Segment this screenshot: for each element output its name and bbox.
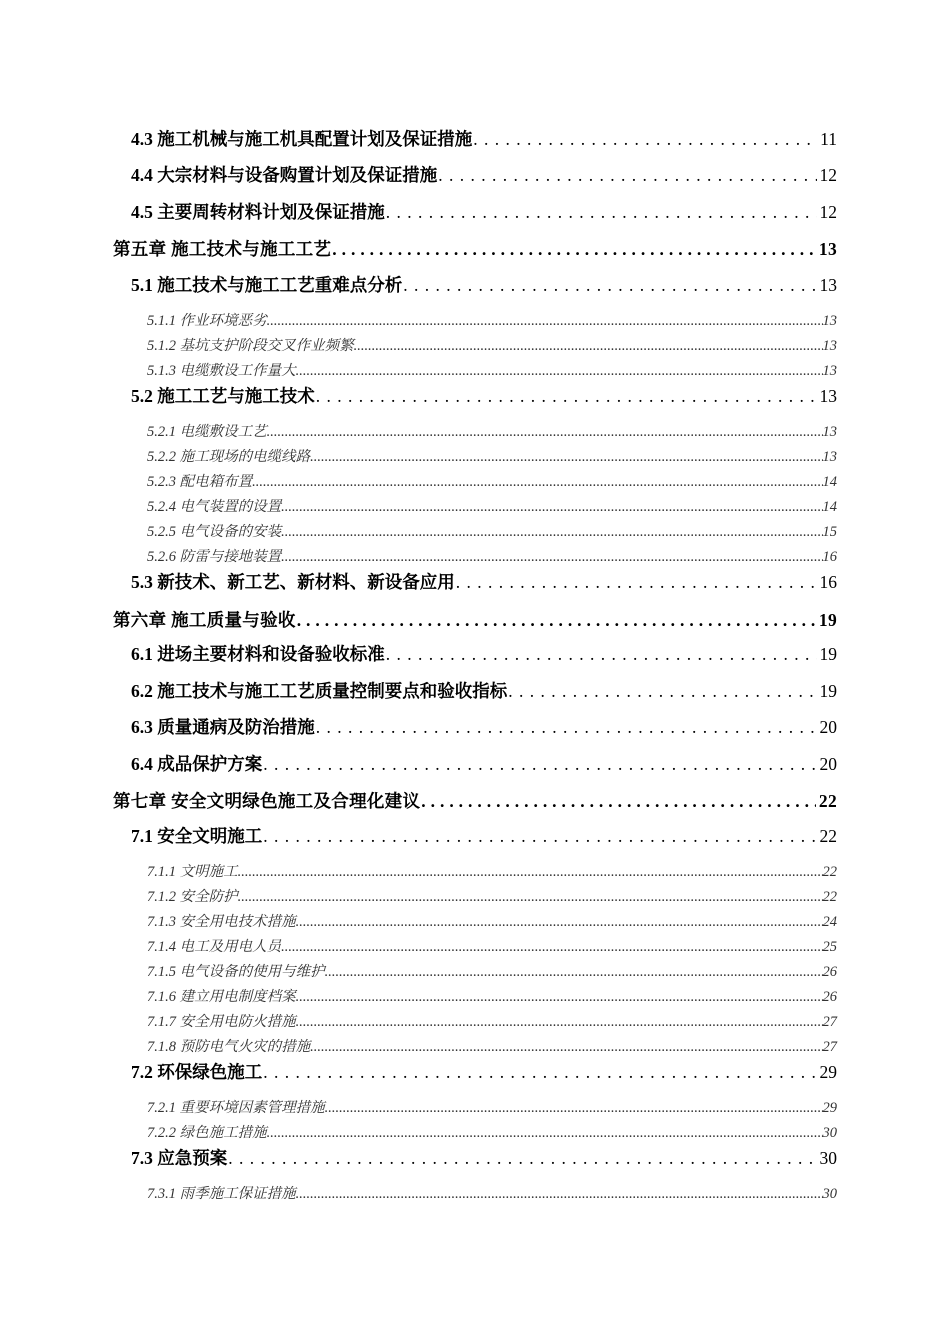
toc-entry-title: 4.3 施工机械与施工机具配置计划及保证措施 (131, 129, 473, 149)
toc-entry-title: 第五章 施工技术与施工工艺 (113, 239, 332, 259)
toc-dot-leader (267, 1125, 823, 1142)
toc-dot-leader (296, 1186, 823, 1203)
toc-dot-leader (228, 1148, 816, 1169)
toc-entry[interactable] (131, 126, 837, 151)
toc-entry-page-number: 22 (819, 826, 837, 846)
toc-entry[interactable] (147, 1035, 837, 1056)
toc-dot-leader (296, 1014, 823, 1031)
toc-entry-title: 7.1.6 建立用电制度档案 (147, 989, 296, 1005)
toc-entry-page-number: 19 (819, 644, 837, 664)
toc-dot-leader (263, 826, 816, 847)
toc-entry-page-number: 29 (819, 1062, 837, 1082)
toc-entry-title: 7.3.1 雨季施工保证措施 (147, 1186, 296, 1202)
toc-dot-leader (316, 386, 817, 407)
toc-entry-page-number: 13 (819, 386, 837, 406)
toc-entry-title: 7.1 安全文明施工 (131, 826, 263, 846)
toc-entry[interactable] (147, 309, 837, 330)
toc-entry-title: 5.1.3 电缆敷设工作量大 (147, 363, 296, 379)
toc-dot-leader (281, 549, 822, 566)
toc-entry-title: 7.1.3 安全用电技术措施 (147, 914, 296, 930)
toc-entry[interactable] (131, 1145, 837, 1170)
toc-entry[interactable] (147, 960, 837, 981)
toc-dot-leader (473, 129, 817, 150)
toc-dot-leader (238, 889, 823, 906)
toc-dot-leader (332, 239, 816, 260)
toc-entry-page-number: 27 (822, 1039, 837, 1055)
toc-entry-page-number: 20 (819, 754, 837, 774)
toc-entry-page-number: 14 (822, 499, 837, 515)
toc-entry-page-number: 19 (819, 681, 837, 701)
toc-dot-leader (281, 939, 822, 956)
toc-dot-leader (296, 989, 823, 1006)
toc-dot-leader (508, 681, 816, 702)
toc-entry-page-number: 15 (822, 524, 837, 540)
toc-entry-page-number: 27 (822, 1014, 837, 1030)
toc-entry[interactable] (147, 359, 837, 380)
toc-entry-page-number: 25 (822, 939, 837, 955)
toc-entry[interactable] (147, 985, 837, 1006)
toc-entry-title: 第七章 安全文明绿色施工及合理化建议 (113, 791, 421, 811)
toc-entry-title: 5.2.1 电缆敷设工艺 (147, 424, 267, 440)
toc-dot-leader (386, 202, 817, 223)
toc-entry-page-number: 22 (822, 864, 837, 880)
toc-dot-leader (267, 424, 823, 441)
toc-entry[interactable] (147, 445, 837, 466)
toc-entry-page-number: 26 (822, 964, 837, 980)
toc-entry[interactable] (131, 678, 837, 703)
toc-entry-title: 4.5 主要周转材料计划及保证措施 (131, 202, 385, 222)
toc-entry-title: 7.1.4 电工及用电人员 (147, 939, 282, 955)
toc-entry-page-number: 13 (822, 363, 837, 379)
toc-dot-leader (281, 524, 822, 541)
toc-entry[interactable] (131, 1059, 837, 1084)
toc-entry-page-number: 30 (822, 1186, 837, 1202)
toc-entry-title: 7.2.1 重要环境因素管理措施 (147, 1100, 325, 1116)
toc-entry-title: 5.2.6 防雷与接地装置 (147, 549, 282, 565)
toc-dot-leader (297, 610, 816, 631)
toc-dot-leader (438, 165, 816, 186)
toc-dot-leader (296, 914, 823, 931)
toc-entry-title: 4.4 大宗材料与设备购置计划及保证措施 (131, 165, 438, 185)
toc-entry[interactable] (113, 788, 837, 813)
toc-dot-leader (403, 275, 816, 296)
toc-entry-title: 7.1.7 安全用电防火措施 (147, 1014, 296, 1030)
toc-entry-page-number: 24 (822, 914, 837, 930)
toc-entry[interactable] (113, 607, 837, 632)
toc-entry-page-number: 13 (822, 449, 837, 465)
toc-entry-page-number: 19 (818, 610, 837, 630)
toc-entry-title: 第六章 施工质量与验收 (113, 610, 296, 630)
toc-entry[interactable] (147, 520, 837, 541)
toc-entry-title: 5.3 新技术、新工艺、新材料、新设备应用 (131, 572, 455, 592)
toc-entry[interactable] (147, 334, 837, 355)
toc-entry-page-number: 22 (822, 889, 837, 905)
toc-entry-page-number: 30 (819, 1148, 837, 1168)
toc-dot-leader (263, 754, 816, 775)
toc-entry-page-number: 12 (819, 165, 837, 185)
toc-dot-leader (421, 791, 816, 812)
toc-entry[interactable] (131, 714, 837, 739)
toc-entry-page-number: 12 (819, 202, 837, 222)
toc-dot-leader (263, 1062, 816, 1083)
toc-entry[interactable] (113, 236, 837, 261)
toc-entry[interactable] (147, 1096, 837, 1117)
toc-entry[interactable] (147, 545, 837, 566)
toc-entry[interactable] (131, 162, 837, 187)
toc-entry-title: 7.1.8 预防电气火灾的措施 (147, 1039, 311, 1055)
toc-entry-title: 6.4 成品保护方案 (131, 754, 263, 774)
toc-entry-page-number: 22 (818, 791, 837, 811)
toc-entry[interactable] (147, 420, 837, 441)
toc-entry[interactable] (147, 935, 837, 956)
toc-entry[interactable] (131, 569, 837, 594)
toc-entry[interactable] (147, 1010, 837, 1031)
toc-entry-title: 5.2.5 电气设备的安装 (147, 524, 282, 540)
toc-dot-leader (325, 964, 823, 981)
toc-entry-title: 5.2.3 配电箱布置 (147, 474, 253, 490)
toc-entry-title: 7.1.5 电气设备的使用与维护 (147, 964, 325, 980)
toc-entry[interactable] (147, 1121, 837, 1142)
toc-entry-title: 6.2 施工技术与施工工艺质量控制要点和验收指标 (131, 681, 508, 701)
toc-entry-page-number: 26 (822, 989, 837, 1005)
toc-entry-title: 7.2 环保绿色施工 (131, 1062, 263, 1082)
toc-dot-leader (354, 338, 823, 355)
toc-entry[interactable] (131, 383, 837, 408)
toc-dot-leader (310, 449, 822, 466)
toc-entry[interactable] (131, 272, 837, 297)
toc-dot-leader (310, 1039, 822, 1056)
toc-entry[interactable] (147, 885, 837, 906)
toc-entry-page-number: 20 (819, 717, 837, 737)
toc-entry-title: 5.1 施工技术与施工工艺重难点分析 (131, 275, 403, 295)
toc-entry-page-number: 30 (822, 1125, 837, 1141)
toc-dot-leader (316, 717, 817, 738)
toc-entry-title: 5.1.1 作业环境恶劣 (147, 313, 267, 329)
toc-dot-leader (456, 572, 817, 593)
toc-entry-title: 5.2.2 施工现场的电缆线路 (147, 449, 311, 465)
toc-dot-leader (238, 864, 823, 881)
toc-entry-page-number: 13 (822, 338, 837, 354)
toc-entry-title: 7.3 应急预案 (131, 1148, 228, 1168)
toc-entry-title: 6.1 进场主要材料和设备验收标准 (131, 644, 385, 664)
toc-entry-page-number: 13 (818, 239, 837, 259)
toc-entry[interactable] (131, 199, 837, 224)
toc-entry-title: 6.3 质量通病及防治措施 (131, 717, 315, 737)
toc-entry-page-number: 13 (822, 424, 837, 440)
toc-entry[interactable] (147, 470, 837, 491)
toc-entry[interactable] (131, 751, 837, 776)
toc-entry-title: 5.1.2 基坑支护阶段交叉作业频繁 (147, 338, 354, 354)
toc-entry-page-number: 14 (822, 474, 837, 490)
toc-dot-leader (252, 474, 822, 491)
toc-entry[interactable] (147, 495, 837, 516)
toc-entry-title: 7.1.2 安全防护 (147, 889, 238, 905)
toc-entry[interactable] (147, 1182, 837, 1203)
toc-dot-leader (386, 644, 817, 665)
toc-entry-page-number: 13 (819, 275, 837, 295)
toc-entry-page-number: 16 (819, 572, 837, 592)
toc-entry-page-number: 29 (822, 1100, 837, 1116)
toc-entry[interactable] (131, 823, 837, 848)
toc-entry-title: 7.1.1 文明施工 (147, 864, 238, 880)
toc-entry[interactable] (147, 860, 837, 881)
toc-entry-title: 7.2.2 绿色施工措施 (147, 1125, 267, 1141)
toc-entry[interactable] (147, 910, 837, 931)
toc-dot-leader (296, 363, 823, 380)
toc-entry-page-number: 13 (822, 313, 837, 329)
toc-entry-page-number: 11 (820, 129, 837, 149)
toc-dot-leader (325, 1100, 823, 1117)
toc-dot-leader (267, 313, 823, 330)
toc-entry-title: 5.2.4 电气装置的设置 (147, 499, 282, 515)
toc-dot-leader (281, 499, 822, 516)
toc-entry-title: 5.2 施工工艺与施工技术 (131, 386, 315, 406)
toc-entry-page-number: 16 (822, 549, 837, 565)
toc-entry[interactable] (131, 641, 837, 666)
